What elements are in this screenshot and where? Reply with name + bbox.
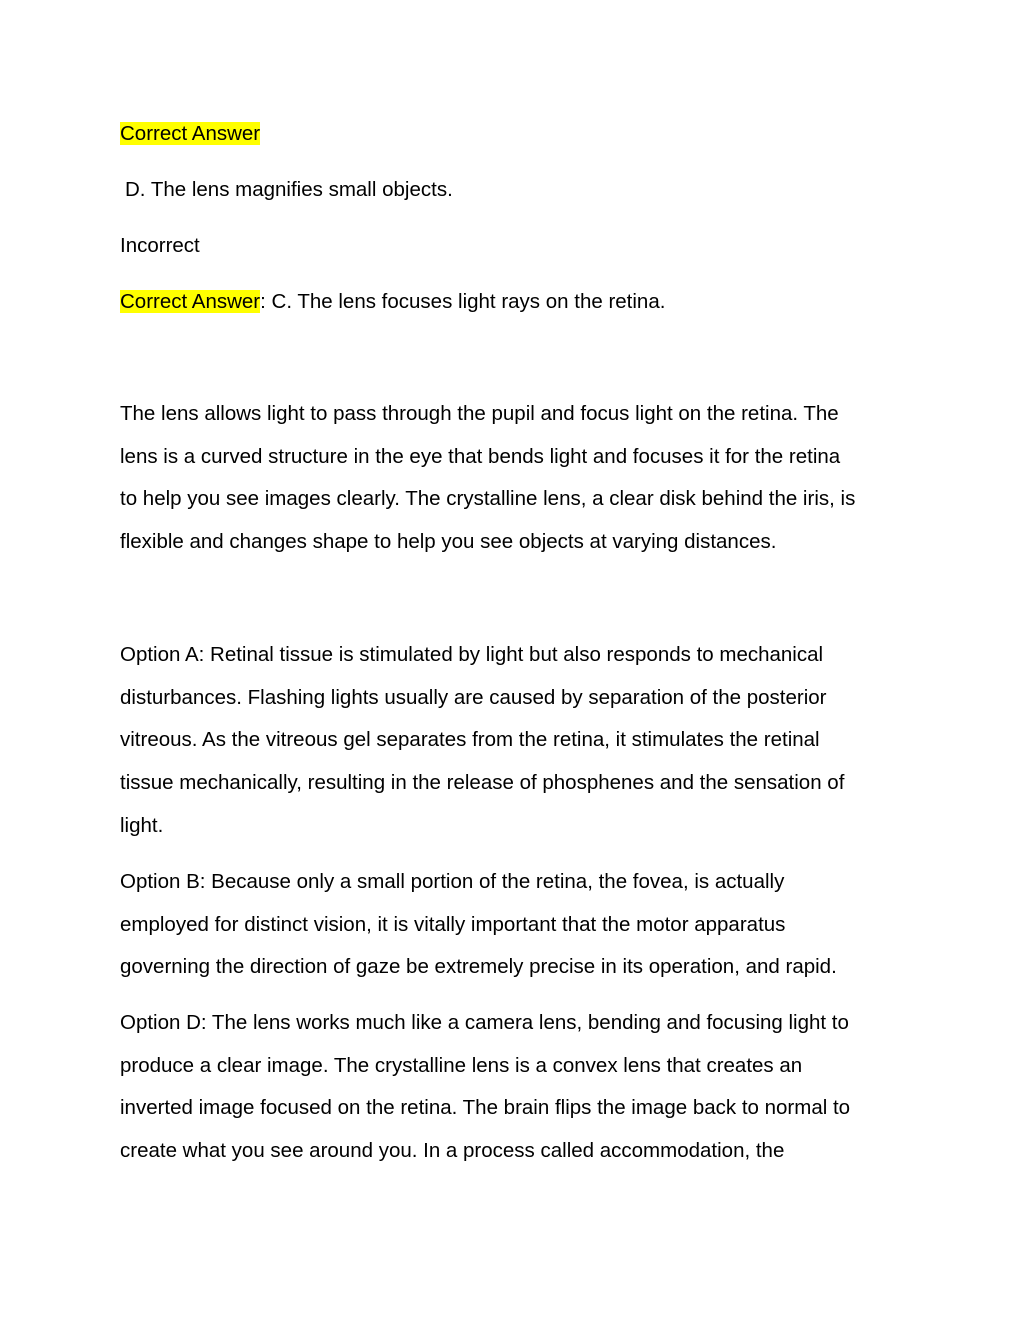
explanation-paragraph — [120, 393, 900, 564]
paragraph-line: light. — [120, 813, 164, 837]
option-d-paragraph — [120, 1002, 900, 1173]
paragraph-line: The lens allows light to pass through the pupil and focus light on the retina. The — [120, 402, 839, 425]
highlighted-text: Correct Answer — [120, 290, 261, 313]
highlighted-text: Correct Answer — [120, 122, 261, 145]
paragraph-line: produce a clear image. The crystalline lens is a convex lens that creates an — [120, 1053, 803, 1077]
paragraph-line: flexible and changes shape to help you see objects at varying distances. — [120, 530, 777, 554]
correct-answer-text: : C. The lens focuses light rays on the retina. — [260, 290, 666, 313]
paragraph-line: Option D: The lens works much like a camera lens, bending and focusing light to — [120, 1011, 849, 1034]
paragraph-line: create what you see around you. In a process called accommodation, the — [120, 1139, 785, 1163]
paragraph-line: Option A: Retinal tissue is stimulated by light but also responds to mechanical — [120, 643, 824, 666]
paragraph-line: tissue mechanically, resulting in the release of phosphenes and the sensation of — [120, 771, 845, 795]
paragraph-line: governing the direction of gaze be extremely precise in its operation, and rapid. — [120, 955, 837, 979]
paragraph-line: Option B: Because only a small portion of the retina, the fovea, is actually — [120, 870, 785, 893]
selected-answer: D. The lens magnifies small objects. — [125, 178, 453, 201]
paragraph-line: vitreous. As the vitreous gel separates from the retina, it stimulates the retinal — [120, 728, 820, 752]
correct-answer-line — [120, 289, 665, 315]
option-b-paragraph — [120, 861, 900, 989]
result-label: Incorrect — [120, 234, 200, 257]
paragraph-line: employed for distinct vision, it is vitally important that the motor apparatus — [120, 912, 786, 936]
option-a-paragraph — [120, 634, 900, 848]
paragraph-line: disturbances. Flashing lights usually are caused by separation of the posterior — [120, 685, 827, 709]
correct-answer-heading — [120, 121, 260, 147]
paragraph-line: to help you see images clearly. The crystalline lens, a clear disk behind the iris, is — [120, 487, 856, 511]
paragraph-line: lens is a curved structure in the eye that bends light and focuses it for the retina — [120, 444, 841, 468]
paragraph-line: inverted image focused on the retina. The brain flips the image back to normal to — [120, 1096, 851, 1120]
